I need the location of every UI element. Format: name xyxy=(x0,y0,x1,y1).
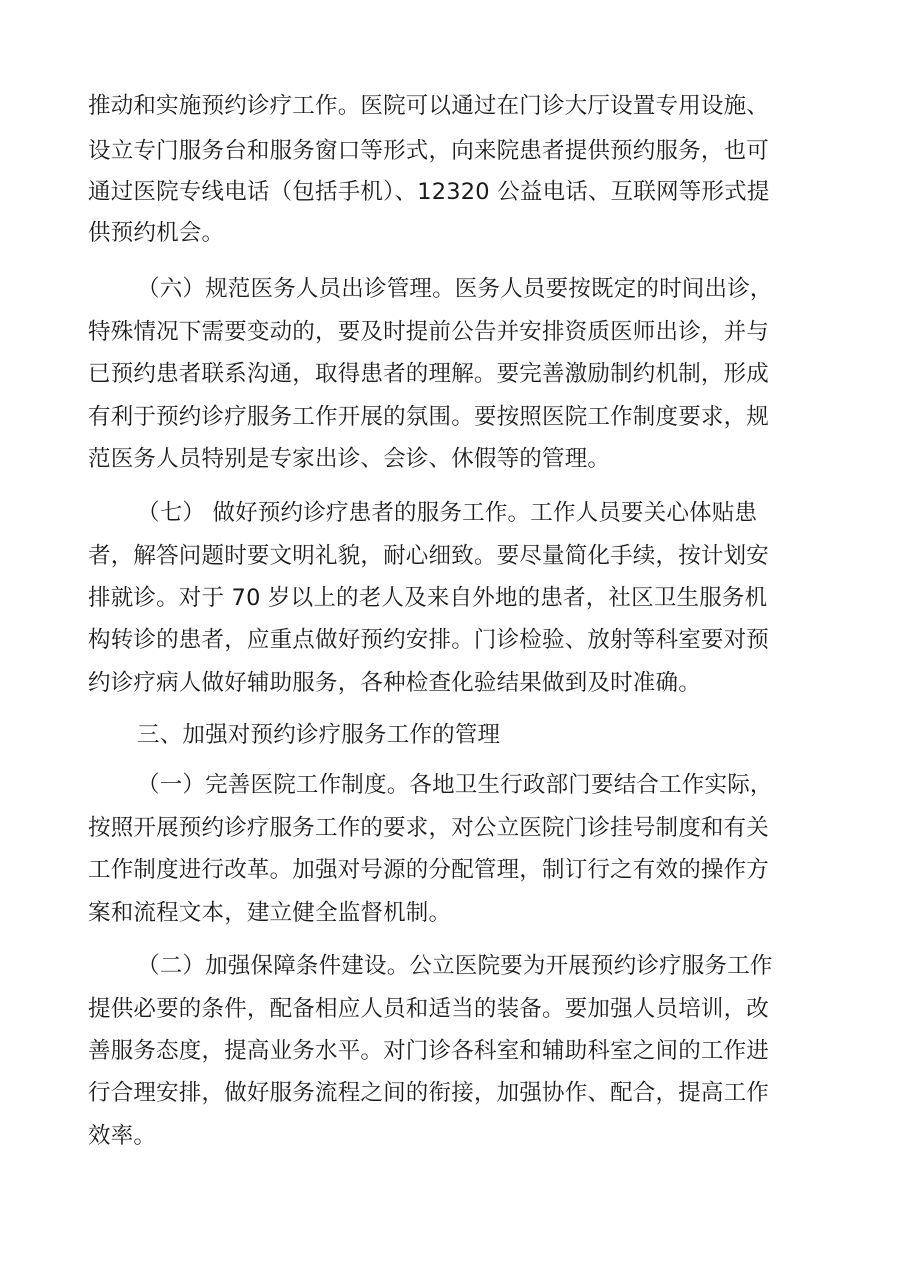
paragraph-line: 构转诊的患者，应重点做好预约安排。门诊检验、放射等科室要对预 xyxy=(88,627,770,653)
paragraph-line: 推动和实施预约诊疗工作。医院可以通过在门诊大厅设置专用设施、 xyxy=(88,93,770,119)
paragraph-line: 提供必要的条件，配备相应人员和适当的装备。要加强人员培训，改 xyxy=(88,996,770,1022)
paragraph-line: 供预约机会。 xyxy=(88,220,225,246)
paragraph-line: 约诊疗病人做好辅助服务，各种检查化验结果做到及时准确。 xyxy=(88,670,701,696)
paragraph-line: 特殊情况下需要变动的，要及时提前公告并安排资质医师出诊，并与 xyxy=(88,319,770,345)
paragraph-line: 工作制度进行改革。加强对号源的分配管理，制订行之有效的操作方 xyxy=(88,857,770,883)
section-heading: 三、加强对预约诊疗服务工作的管理 xyxy=(137,722,501,748)
paragraph-line: 善服务态度，提高业务水平。对门诊各科室和辅助科室之间的工作进 xyxy=(88,1038,770,1064)
paragraph-line: 已预约患者联系沟通，取得患者的理解。要完善激励制约机制，形成 xyxy=(88,361,770,387)
paragraph-line: （一）完善医院工作制度。各地卫生行政部门要结合工作实际， xyxy=(137,772,773,798)
paragraph-line: 行合理安排，做好服务流程之间的衔接，加强协作、配合，提高工作 xyxy=(88,1080,770,1106)
paragraph-line: 有利于预约诊疗服务工作开展的氛围。要按照医院工作制度要求，规 xyxy=(88,404,770,430)
paragraph-line: 案和流程文本，建立健全监督机制。 xyxy=(88,900,452,926)
paragraph-line: 通过医院专线电话（包括手机）、12320 公益电话、互联网等形式提 xyxy=(88,179,770,205)
paragraph-line: 排就诊。对于 70 岁以上的老人及来自外地的患者，社区卫生服务机 xyxy=(88,585,768,611)
paragraph-line: 按照开展预约诊疗服务工作的要求，对公立医院门诊挂号制度和有关 xyxy=(88,815,770,841)
paragraph-line: （七） 做好预约诊疗患者的服务工作。工作人员要关心体贴患 xyxy=(137,500,758,526)
paragraph-line: 者，解答问题时要文明礼貌，耐心细致。要尽量简化手续，按计划安 xyxy=(88,543,770,569)
paragraph-line: 设立专门服务台和服务窗口等形式，向来院患者提供预约服务，也可 xyxy=(88,138,770,164)
paragraph-line: 效率。 xyxy=(88,1123,157,1149)
paragraph-line: （六）规范医务人员出诊管理。医务人员要按既定的时间出诊， xyxy=(137,276,773,302)
paragraph-line: （二）加强保障条件建设。公立医院要为开展预约诊疗服务工作 xyxy=(137,953,773,979)
paragraph-line: 范医务人员特别是专家出诊、会诊、休假等的管理。 xyxy=(88,446,611,472)
